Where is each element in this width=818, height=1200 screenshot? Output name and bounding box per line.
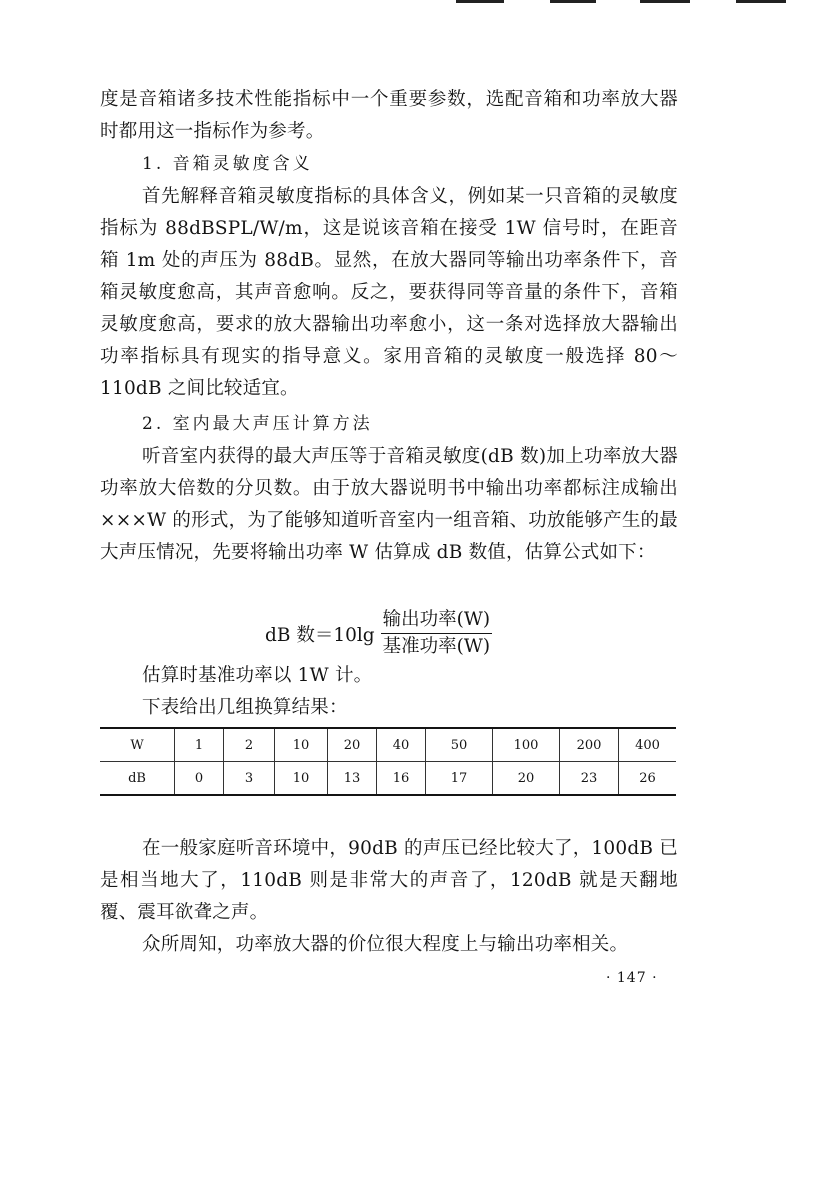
header-rule-1 [456, 0, 504, 3]
table-cell: 13 [328, 762, 377, 796]
table-cell: 16 [377, 762, 426, 796]
table-row [100, 762, 676, 796]
paragraph-intro: 度是音箱诸多技术性能指标中一个重要参数，选配音箱和功率放大器时都用这一指标作为参考。 [100, 89, 678, 142]
paragraph-home-listening: 在一般家庭听音环境中，90dB 的声压已经比较大了，100dB 已是相当地大了，110dB 则是非常大的声音了，120dB 就是天翻地覆、震耳欲聋之声。 [100, 838, 678, 923]
table-cell: W [100, 728, 175, 762]
formula-numerator: 输出功率(W) [381, 609, 492, 634]
table-cell: 23 [560, 762, 619, 796]
paragraph-sensitivity: 首先解释音箱灵敏度指标的具体含义，例如某一只音箱的灵敏度指标为 88dBSPL/W/m，这是说该音箱在接受 1W 信号时，在距音箱 1m 处的声压为 88dB。显然，在放大器同等输出功率条件下，音箱灵敏度愈高，其声音愈响。反之，要获得同等音量的条件下，音箱灵敏度愈高，要求的放大器输出功率愈小，这一条对选择放大器输出功率指标具有现实的指导意义。家用音箱的灵敏度一般选择 80～110dB 之间比较适宜。 [100, 186, 678, 399]
table-cell: 26 [619, 762, 677, 796]
table-cell: 2 [224, 728, 275, 762]
table-cell: 200 [560, 728, 619, 762]
paragraph-reference-power: 估算时基准功率以 1W 计。 [142, 665, 373, 686]
header-rule-3 [640, 0, 690, 3]
table-cell: 17 [426, 762, 493, 796]
page-number: · 147 · [606, 970, 658, 986]
table-cell: 100 [493, 728, 560, 762]
table-cell: 10 [275, 762, 328, 796]
table-cell: 400 [619, 728, 677, 762]
header-rule-4 [736, 0, 786, 3]
conversion-table [100, 727, 676, 796]
table-cell: 20 [493, 762, 560, 796]
table-cell: 50 [426, 728, 493, 762]
header-rule-2 [550, 0, 596, 3]
table-cell: 40 [377, 728, 426, 762]
paragraph-table-intro: 下表给出几组换算结果： [142, 697, 348, 718]
section-heading-sensitivity: 1. 音箱灵敏度含义 [142, 154, 313, 174]
section-heading-max-spl: 2. 室内最大声压计算方法 [142, 414, 373, 434]
table-cell: 0 [175, 762, 224, 796]
table-cell: 10 [275, 728, 328, 762]
formula-lhs: dB 数＝10lg [265, 624, 375, 646]
db-formula [265, 609, 492, 658]
table-cell: dB [128, 770, 146, 786]
table-cell: 20 [328, 728, 377, 762]
table-cell: 3 [224, 762, 275, 796]
table-cell: 1 [175, 728, 224, 762]
formula-denominator: 基准功率(W) [382, 636, 491, 657]
table-row [100, 728, 676, 762]
paragraph-max-spl: 听音室内获得的最大声压等于音箱灵敏度(dB 数)加上功率放大器功率放大倍数的分贝数。由于放大器说明书中输出功率都标注成输出×××W 的形式，为了能够知道听音室内一组音箱、功放能够产生的最大声压情况，先要将输出功率 W 估算成 dB 数值，估算公式如下： [100, 446, 678, 563]
formula-fraction [381, 609, 492, 658]
paragraph-price: 众所周知，功率放大器的价位很大程度上与输出功率相关。 [142, 934, 629, 955]
